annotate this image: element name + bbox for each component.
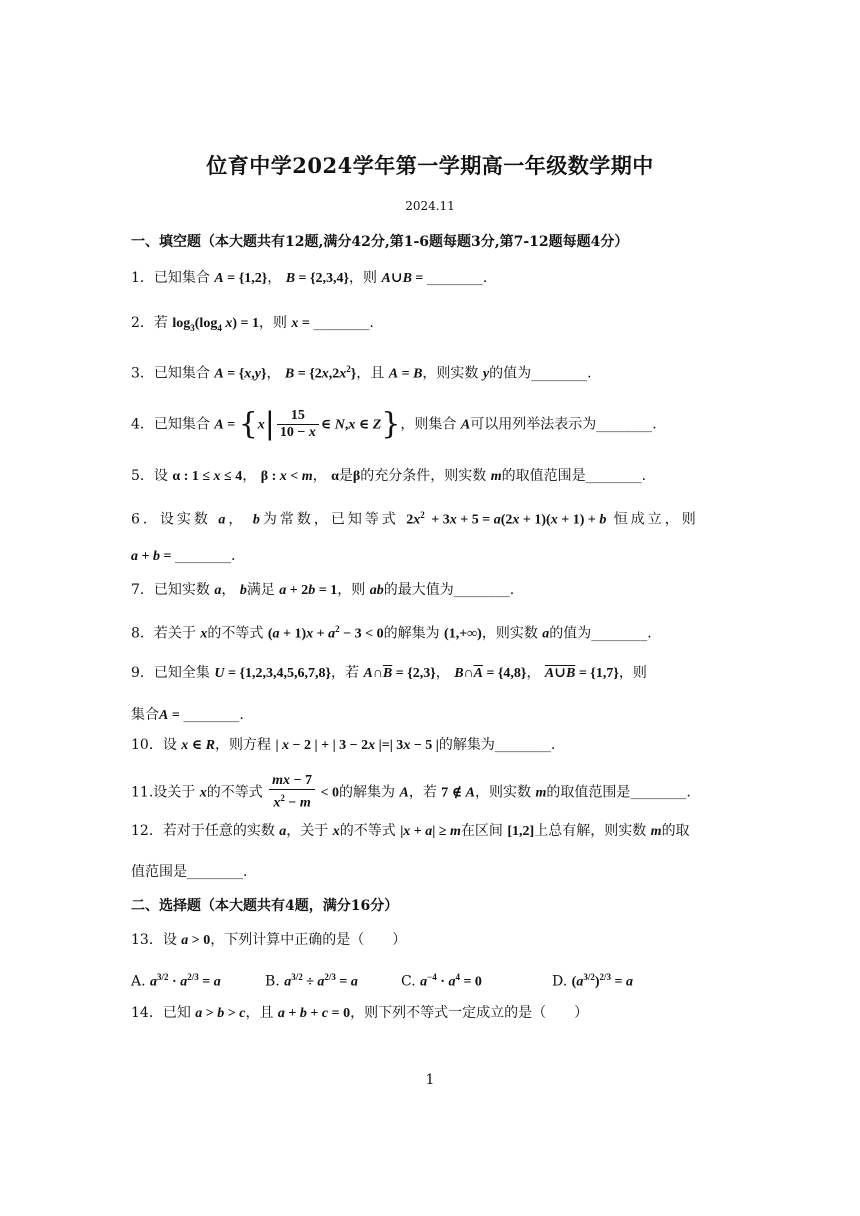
question-12-continued: 值范围是________. (131, 864, 248, 880)
answer-blank[interactable]: ________ (426, 270, 483, 286)
option-d[interactable]: D. $(a^{3/2})^{2/3} = a$ (552, 972, 633, 990)
option-b[interactable]: B. $a^{3/2} \div a^{2/3} = a$ (265, 972, 358, 990)
answer-blank[interactable]: ________ (531, 365, 588, 382)
question-12: 12．若对于任意的实数 a，关于 x的不等式 |x + a| ≥ m在区间 [1,2]上总有解，则实数 m的取 (131, 823, 690, 839)
answer-blank[interactable]: ________ (585, 468, 642, 484)
option-a[interactable]: A. $a^{3/2} \cdot a^{2/3} = a$ (131, 972, 221, 990)
question-6-continued: a + b = ________. (131, 548, 236, 564)
question-8: 8．若关于 x的不等式 $(a + 1)x + a^2 - 3 < 0$的解集为 (1,+∞)，则实数 a的值为________. (131, 624, 652, 642)
answer-blank[interactable]: ________ (596, 416, 653, 433)
question-9: 9．已知全集 U = {1,2,3,4,5,6,7,8}，若 $A\cap\overline{B} = \{2,3\}$， $B\cap\overline{A} = \{4,8\}$， A∪B = {1,7}，则 (131, 665, 647, 681)
question-13: 13．设 a > 0，下列计算中正确的是（ ） (131, 932, 407, 948)
question-7: 7．已知实数 a， b满足 a + 2b = 1，则 ab的最大值为________. (131, 582, 515, 598)
section-2-heading: 二、选择题（本大题共有4题，满分16分） (131, 898, 399, 914)
answer-blank[interactable]: ________ (494, 737, 551, 753)
exam-title: 位育中学2024学年第一学期高一年级数学期中 (206, 153, 654, 178)
question-2: 2．若 $\log_3(\log_4$ x) = 1，则 x = ________. (131, 315, 374, 333)
section-1-heading: 一、填空题（本大题共有12题,满分42分,第1-6题每题3分,第7-12题每题4分） (131, 234, 629, 250)
answer-blank[interactable]: ________ (187, 864, 243, 880)
question-10: 10．设 x ∈ R，则方程 | x − 2 | + | 3 − 2x |=| 3x − 5 |的解集为________. (131, 737, 556, 753)
option-c[interactable]: C. $a^{-4} \cdot a^4 = 0$ (401, 972, 482, 990)
answer-blank[interactable]: ________ (183, 707, 240, 723)
page-number: 1 (425, 1072, 435, 1088)
question-4: 4．已知集合 A = {x| $\frac{15}{10 - x}$ ∈ N,x ∈ Z}，则集合 A可以用列举法表示为________. (131, 406, 657, 442)
exam-date: 2024.11 (405, 199, 455, 213)
answer-blank[interactable]: ________ (313, 315, 370, 331)
question-11: 11.设关于 x的不等式 $\frac{mx - 7}{x^2 - m}$ < 0的解集为 A，若 7 ∉ A，则实数 m的取值范围是________. (131, 773, 691, 811)
answer-blank[interactable]: ________ (591, 625, 648, 642)
question-5: 5．设 α : 1 ≤ x ≤ 4， β : x < m， α是β的充分条件，则实数 m的取值范围是________. (131, 468, 647, 484)
question-3: 3．已知集合 A = {x,y}， $B = \{2x,2x^2\}$，且 A = B，则实数 y的值为________. (131, 364, 592, 382)
question-6: 6．设实数 a， b为常数，已知等式 $2x^2 + 3x + 5 = a(2x + 1)(x + 1) + b$ 恒成立，则 (131, 510, 699, 528)
question-9-continued: 集合A = ________. (131, 707, 244, 723)
question-14: 14．已知 a > b > c，且 a + b + c = 0，则下列不等式一定成立的是（ ） (131, 1005, 589, 1021)
answer-blank[interactable]: ________ (453, 582, 510, 598)
answer-blank[interactable]: ________ (174, 548, 231, 564)
question-1: 1．已知集合 A = {1,2}， B = {2,3,4}，则 A∪B = ________. (131, 270, 488, 286)
answer-blank[interactable]: ________ (630, 784, 687, 801)
